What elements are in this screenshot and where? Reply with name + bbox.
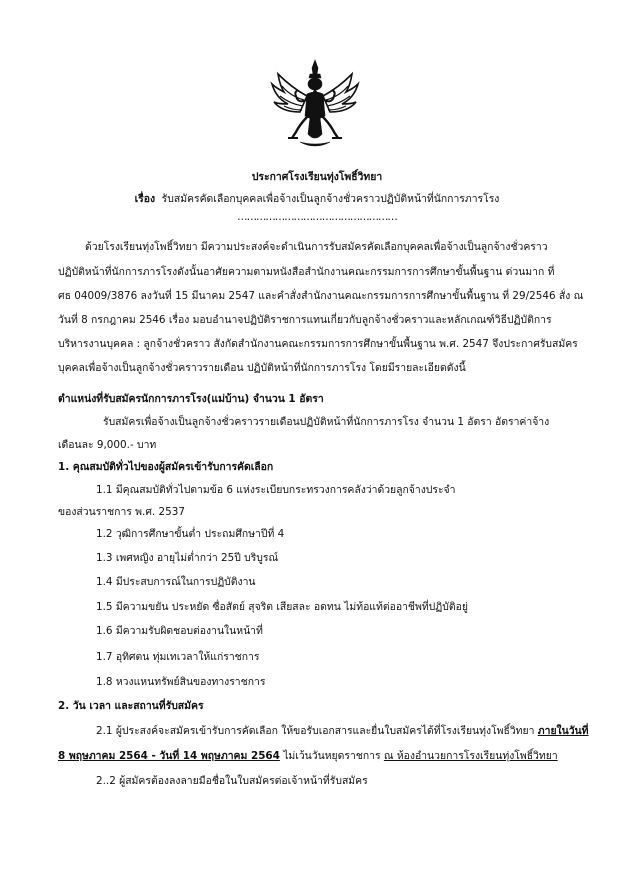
qualification-item: 1.1 มีคุณสมบัติทั่วไปตามข้อ 6 แห่งระเบียบกระทรวงการคลังว่าด้วยลูกจ้างประจำ bbox=[96, 484, 456, 496]
intro-line: ศธ 04009/3876 ลงวันที่ 15 มีนาคม 2547 และคำสั่งสำนักงานคณะกรรมการการศึกษาขั้นพื้นฐาน ที่ 29/2546 สั่ง ณ bbox=[58, 290, 584, 302]
position-heading: ตำแหน่งที่รับสมัครนักการภารโรง(แม่บ้าน) จำนวน 1 อัตรา bbox=[58, 393, 324, 405]
garuda-emblem bbox=[270, 58, 360, 150]
schedule-text: ไม่เว้นวันหยุดราชการ bbox=[279, 750, 384, 762]
document-subject bbox=[0, 192, 634, 206]
subject-text: รับสมัครคัดเลือกบุคคลเพื่อจ้างเป็นลูกจ้างชั่วคราวปฏิบัติหน้าที่นักการภารโรง bbox=[161, 193, 500, 205]
intro-line: บริหารงานบุคคล : ลูกจ้างชั่วคราว สังกัดสำนักงานคณะกรรมการการศึกษาขั้นพื้นฐาน พ.ศ. 2547 จึงประกาศรับสมัคร bbox=[58, 338, 578, 350]
schedule-heading: 2. วัน เวลา และสถานที่รับสมัคร bbox=[58, 700, 204, 712]
qualification-item: 1.2 วุฒิการศึกษาขั้นต่ำ ประถมศึกษาปีที่ 4 bbox=[96, 528, 285, 540]
schedule-item-1 bbox=[96, 724, 589, 738]
position-line: รับสมัครเพื่อจ้างเป็นลูกจ้างชั่วคราวรายเดือนปฏิบัติหน้าที่นักการภารโรง จำนวน 1 อัตรา อัตราค่าจ้าง bbox=[103, 416, 550, 428]
position-line: เดือนละ 9,000.- บาท bbox=[58, 439, 157, 451]
qualification-item: ของส่วนราชการ พ.ศ. 2537 bbox=[58, 506, 185, 518]
qualifications-heading: 1. คุณสมบัติทั่วไปของผู้สมัครเข้ารับการคัดเลือก bbox=[58, 461, 274, 473]
intro-line: ปฏิบัติหน้าที่นักการภารโรงดังนั้นอาศัยความตามหนังสือสำนักงานคณะกรรมการการศึกษาขั้นพื้นฐาน ด่วนมาก ที่ bbox=[58, 266, 555, 278]
qualification-item: 1.6 มีความรับผิดชอบต่องานในหน้าที่ bbox=[96, 625, 263, 637]
schedule-item-2: 2..2 ผู้สมัครต้องลงลายมือชื่อในใบสมัครต่อเจ้าหน้าที่รับสมัคร bbox=[96, 775, 368, 787]
intro-line: บุคคลเพื่อจ้างเป็นลูกจ้างชั่วคราวรายเดือน ปฏิบัติหน้าที่นักการภารโรง โดยมีรายละเอียดดังนี้ bbox=[58, 362, 466, 374]
qualification-item: 1.3 เพศหญิง อายุไม่ต่ำกว่า 25ปี บริบูรณ์ bbox=[96, 552, 279, 564]
schedule-location: ณ ห้องอำนวยการโรงเรียนทุ่งโพธิ์วิทยา bbox=[383, 750, 558, 762]
qualification-item: 1.4 มีประสบการณ์ในการปฏิบัติงาน bbox=[96, 576, 256, 588]
separator-dots: …………………………………………… bbox=[237, 211, 397, 223]
intro-line: วันที่ 8 กรกฎาคม 2546 เรื่อง มอบอำนาจปฏิบัติราชการแทนเกี่ยวกับลูกจ้างชั่วคราวและหลักเกณฑ์วิธีปฏิบัติการ bbox=[58, 314, 552, 326]
document-title: ประกาศโรงเรียนทุ่งโพธิ์วิทยา bbox=[251, 171, 383, 183]
schedule-date-range: 8 พฤษภาคม 2564 - วันที่ 14 พฤษภาคม 2564 bbox=[58, 750, 280, 762]
schedule-date-start: ภายในวันที่ bbox=[537, 725, 589, 737]
qualification-item: 1.5 มีความขยัน ประหยัด ซื่อสัตย์ สุจริต เสียสละ อดทน ไม่ท้อแท้ต่ออาชีพที่ปฏิบัติอยู่ bbox=[96, 601, 468, 613]
subject-label: เรื่อง bbox=[134, 193, 156, 205]
schedule-text: 2.1 ผู้ประสงค์จะสมัครเข้ารับการคัดเลือก ให้ขอรับเอกสารและยื่นใบสมัครได้ที่โรงเรียนทุ่งโพธิ์วิทยา bbox=[96, 725, 538, 737]
intro-line: ด้วยโรงเรียนทุ่งโพธิ์วิทยา มีความประสงค์จะดำเนินการรับสมัครคัดเลือกบุคคลเพื่อจ้างเป็นลูกจ้างชั่วคราว bbox=[85, 241, 548, 253]
qualification-item: 1.7 อุทิศตน ทุ่มเทเวลาให้แก่ราชการ bbox=[96, 651, 260, 663]
schedule-item-1-cont bbox=[58, 749, 558, 763]
qualification-item: 1.8 หวงแหนทรัพย์สินของทางราชการ bbox=[96, 676, 266, 688]
